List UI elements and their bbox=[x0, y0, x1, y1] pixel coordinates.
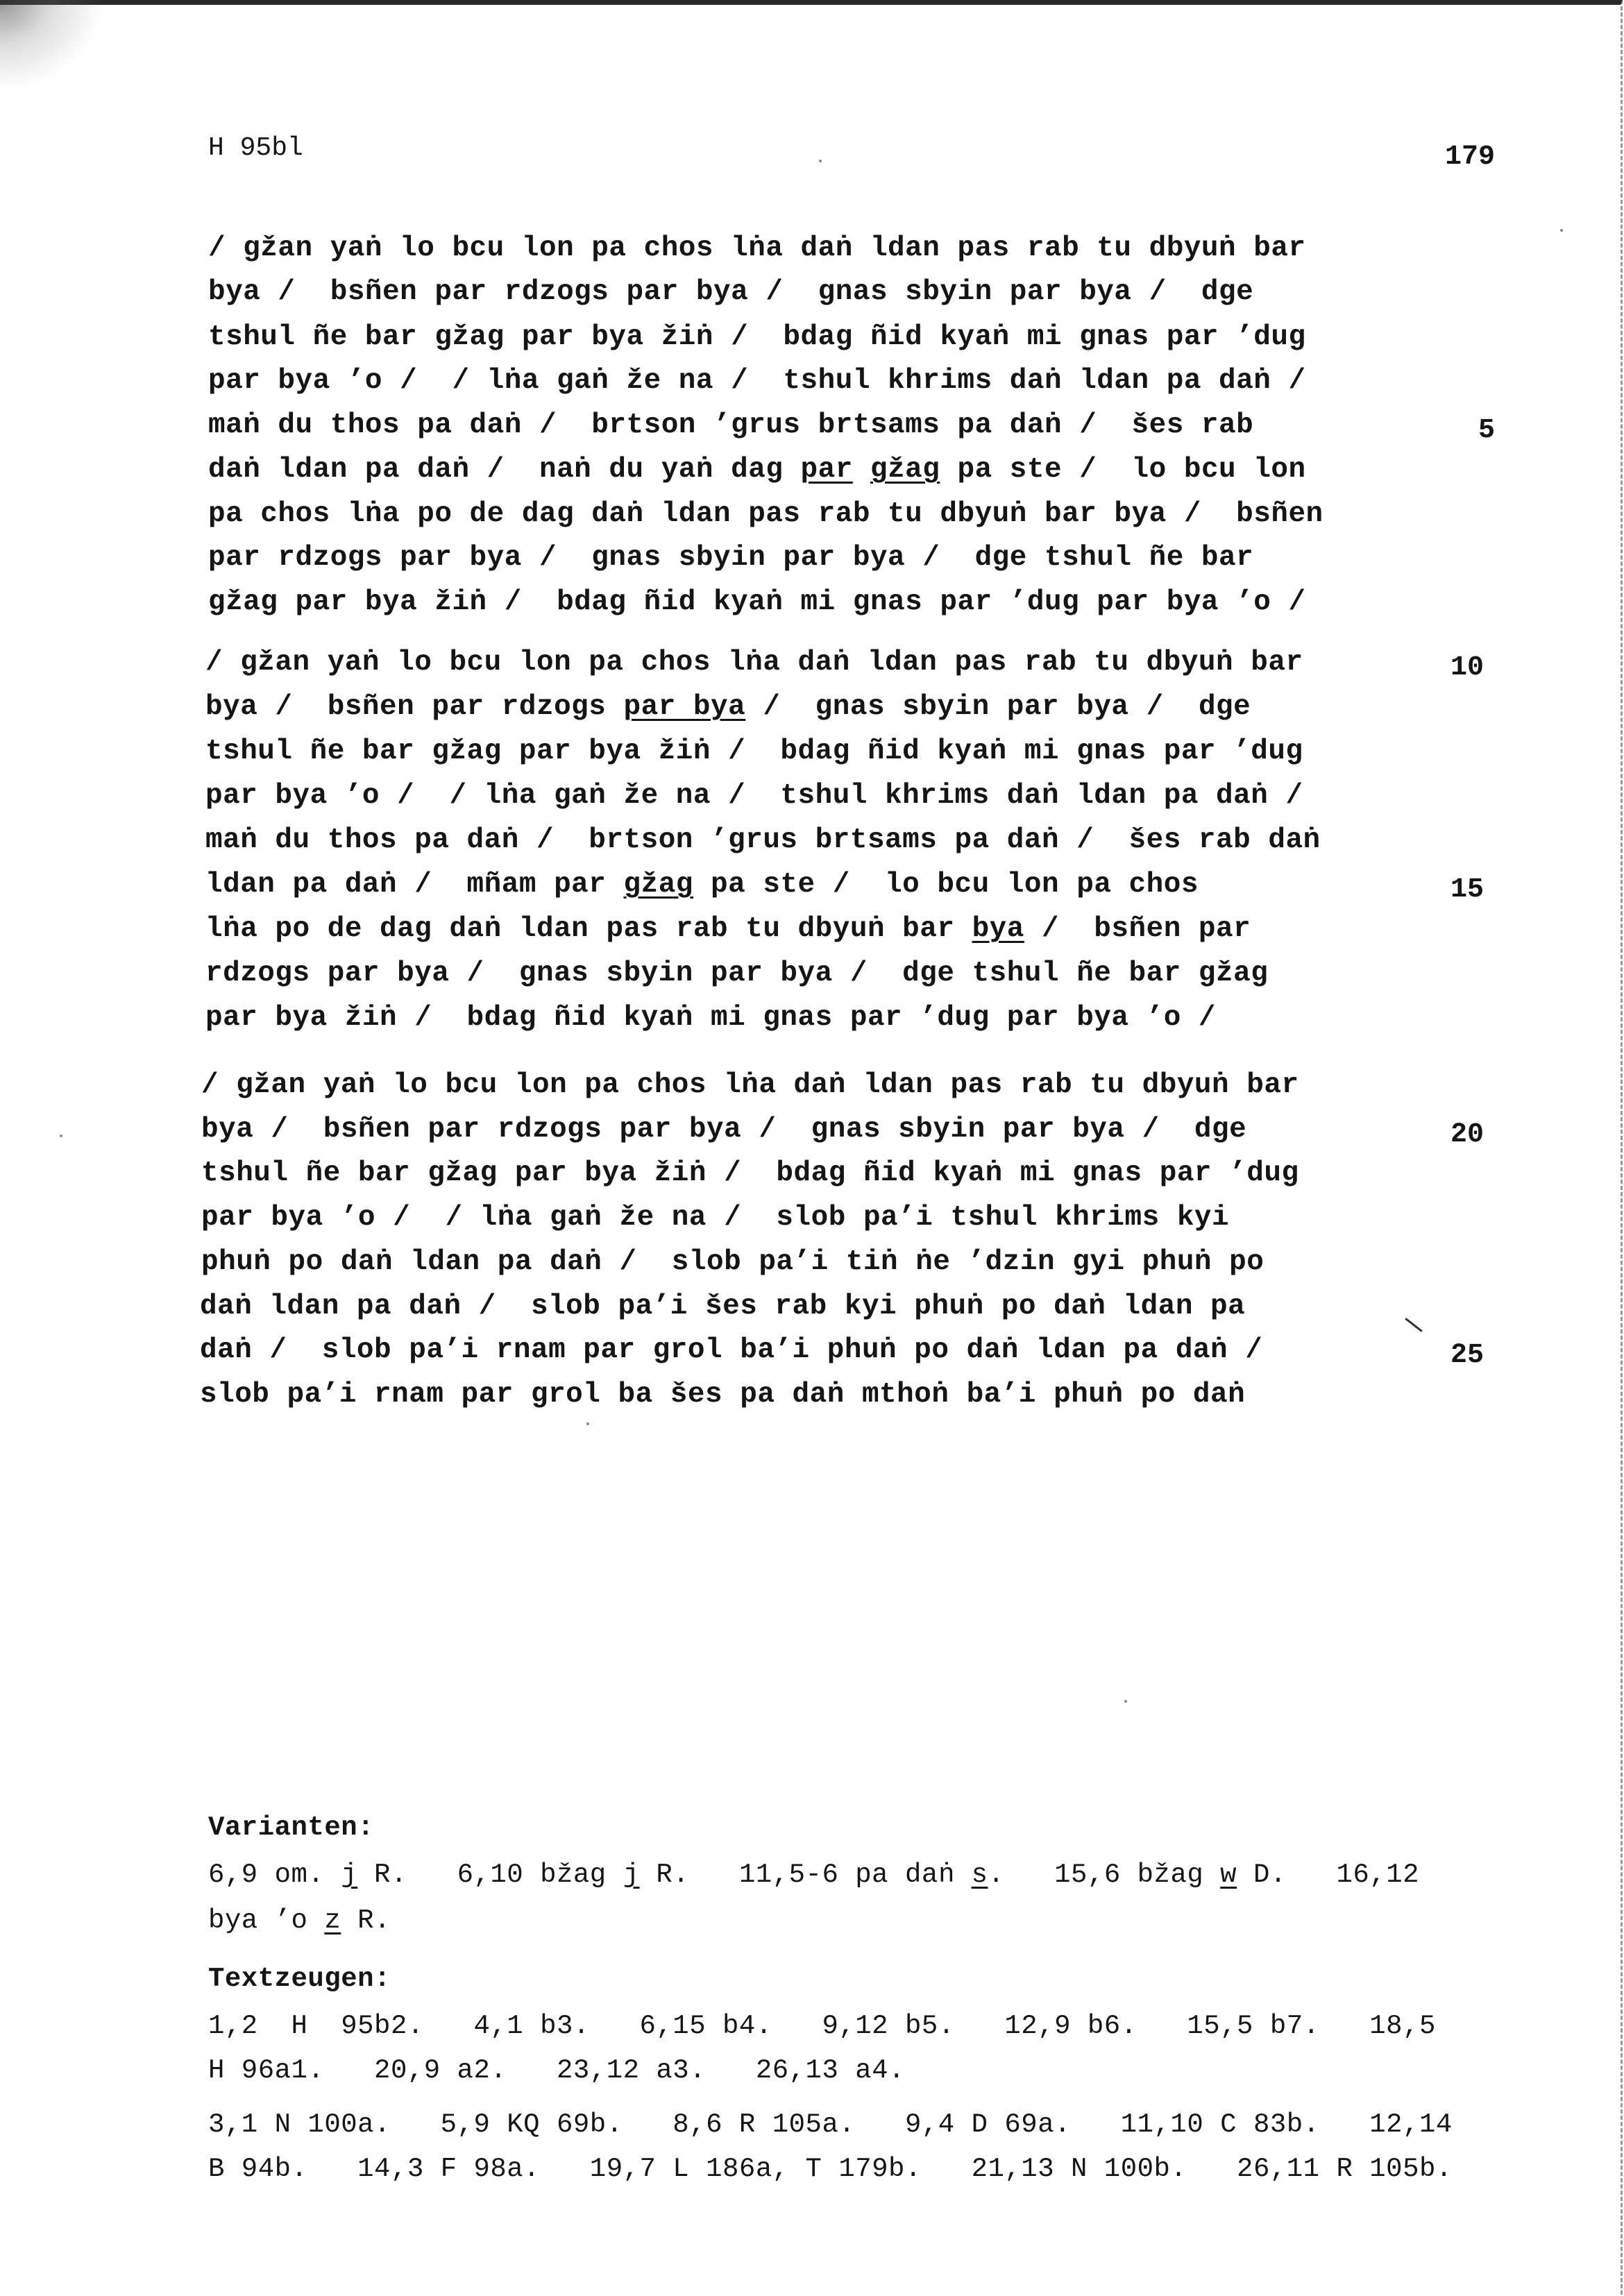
variant-text: bya ’o bbox=[208, 1905, 325, 1936]
text-segment: / gnas sbyin par bya / dge bbox=[745, 691, 1251, 723]
text-segment bbox=[853, 454, 870, 486]
text-segment: gžag par bya žiṅ / bdag ñid kyaṅ mi gnas par ’dug par bya ’o / bbox=[208, 586, 1306, 618]
text-segment: / gžan yaṅ lo bcu lon pa chos lṅa daṅ ldan pas rab tu dbyuṅ bar bbox=[201, 1069, 1299, 1101]
manuscript-siglum: s bbox=[971, 1860, 988, 1890]
text-line bbox=[208, 454, 1306, 486]
text-line bbox=[201, 1246, 1264, 1278]
variant-line bbox=[208, 1905, 391, 1936]
line-number: 15 bbox=[1450, 874, 1485, 905]
text-segment: maṅ du thos pa daṅ / brtson ’grus brtsams pa daṅ / šes rab daṅ bbox=[205, 824, 1321, 856]
line-number: 10 bbox=[1450, 652, 1485, 683]
text-segment: bya / bsñen par rdzogs bbox=[205, 691, 624, 723]
text-segment: par rdzogs par bya / gnas sbyin par bya / dge tshul ñe bar bbox=[208, 542, 1254, 574]
variant-text: D. 16,12 bbox=[1237, 1860, 1420, 1890]
text-segment: pa ste / lo bcu lon bbox=[940, 454, 1306, 486]
text-line bbox=[201, 1202, 1229, 1234]
scan-speck bbox=[60, 1134, 62, 1137]
text-segment: tshul ñe bar gžag par bya žiṅ / bdag ñid kyaṅ mi gnas par ’dug bbox=[205, 735, 1303, 767]
manuscript-siglum: z bbox=[324, 1905, 341, 1936]
line-number: 25 bbox=[1450, 1340, 1485, 1371]
textzeugen-line: 1,2 H 95b2. 4,1 b3. 6,15 b4. 9,12 b5. 12,9 b6. 15,5 b7. 18,5 bbox=[208, 2011, 1436, 2041]
text-line bbox=[205, 647, 1303, 679]
text-segment: pa ste / lo bcu lon pa chos bbox=[693, 869, 1199, 901]
text-line bbox=[208, 542, 1253, 574]
underlined-word: gžag bbox=[870, 454, 940, 486]
underlined-word: gžag bbox=[623, 869, 693, 901]
variant-text: R. 6,10 bžag bbox=[357, 1860, 623, 1890]
text-segment: slob pa’i rnam par grol ba šes pa daṅ mthoṅ ba’i phuṅ po daṅ bbox=[200, 1379, 1246, 1411]
scan-speck bbox=[819, 160, 822, 162]
text-line bbox=[208, 409, 1253, 441]
text-segment: pa chos lṅa po de dag daṅ ldan pas rab tu dbyuṅ bar bya / bsñen bbox=[208, 498, 1323, 530]
text-line bbox=[205, 913, 1251, 945]
underlined-word: par bya bbox=[623, 691, 746, 723]
text-segment: rdzogs par bya / gnas sbyin par bya / dge tshul ñe bar gžag bbox=[205, 958, 1269, 989]
variant-text: R. 11,5-6 pa daṅ bbox=[639, 1860, 972, 1890]
textzeugen-heading: Textzeugen: bbox=[208, 1964, 391, 1994]
text-segment: bya / bsñen par rdzogs par bya / gnas sbyin par bya / dge bbox=[208, 276, 1254, 308]
text-segment: daṅ ldan pa daṅ / slob pa’i šes rab kyi phuṅ po daṅ ldan pa bbox=[200, 1291, 1246, 1323]
text-line bbox=[205, 780, 1303, 812]
text-line bbox=[205, 735, 1303, 767]
page-number: 179 bbox=[1445, 142, 1496, 173]
manuscript-siglum: j bbox=[623, 1860, 640, 1890]
variant-line bbox=[208, 1860, 1419, 1890]
text-line bbox=[208, 232, 1306, 264]
text-segment: par bya ’o / / lṅa gaṅ že na / tshul khrims daṅ ldan pa daṅ / bbox=[208, 365, 1306, 397]
variant-text: 6,9 om. bbox=[208, 1860, 341, 1890]
text-line bbox=[208, 498, 1323, 530]
text-segment: tshul ñe bar gžag par bya žiṅ / bdag ñid kyaṅ mi gnas par ’dug bbox=[201, 1157, 1299, 1189]
varianten-heading: Varianten: bbox=[208, 1812, 375, 1843]
text-segment: ldan pa daṅ / mñam par bbox=[205, 869, 624, 901]
text-line bbox=[200, 1334, 1262, 1366]
text-line bbox=[208, 365, 1306, 397]
text-line bbox=[205, 1002, 1216, 1034]
text-segment: maṅ du thos pa daṅ / brtson ’grus brtsams pa daṅ / šes rab bbox=[208, 409, 1254, 441]
text-segment: lṅa po de dag daṅ ldan pas rab tu dbyuṅ bar bbox=[205, 913, 972, 945]
underlined-word: par bbox=[800, 454, 853, 486]
text-line bbox=[201, 1069, 1299, 1101]
textzeugen-line: H 96a1. 20,9 a2. 23,12 a3. 26,13 a4. bbox=[208, 2055, 905, 2086]
manuscript-siglum: j bbox=[341, 1860, 358, 1890]
text-line bbox=[201, 1114, 1246, 1146]
text-line bbox=[205, 824, 1321, 856]
scan-speck bbox=[1560, 229, 1563, 232]
scan-speck bbox=[586, 1422, 589, 1425]
text-line bbox=[205, 869, 1199, 901]
text-line bbox=[200, 1379, 1245, 1411]
text-line bbox=[200, 1291, 1245, 1323]
text-segment: / gžan yaṅ lo bcu lon pa chos lṅa daṅ ldan pas rab tu dbyuṅ bar bbox=[208, 232, 1306, 264]
text-line bbox=[208, 586, 1306, 618]
text-line bbox=[205, 691, 1251, 723]
scan-speck bbox=[1124, 1700, 1127, 1703]
scan-corner-smudge bbox=[0, 0, 104, 90]
text-line bbox=[208, 276, 1253, 308]
header-siglum: H 95bl bbox=[208, 133, 303, 163]
manuscript-siglum: w bbox=[1220, 1860, 1237, 1890]
text-segment: par bya žiṅ / bdag ñid kyaṅ mi gnas par ’dug par bya ’o / bbox=[205, 1002, 1217, 1034]
line-number: 20 bbox=[1450, 1119, 1485, 1150]
text-line bbox=[201, 1157, 1299, 1189]
text-segment: par bya ’o / / lṅa gaṅ že na / slob pa’i tshul khrims kyi bbox=[201, 1202, 1230, 1234]
underlined-word: bya bbox=[972, 913, 1024, 945]
text-segment: / gžan yaṅ lo bcu lon pa chos lṅa daṅ ldan pas rab tu dbyuṅ bar bbox=[205, 647, 1303, 679]
text-segment: daṅ / slob pa’i rnam par grol ba’i phuṅ po daṅ ldan pa daṅ / bbox=[200, 1334, 1263, 1366]
variant-text: . 15,6 bžag bbox=[988, 1860, 1221, 1890]
text-line bbox=[208, 321, 1306, 353]
line-number: 5 bbox=[1478, 415, 1496, 446]
text-segment: / bsñen par bbox=[1024, 913, 1251, 945]
text-segment: tshul ñe bar gžag par bya žiṅ / bdag ñid kyaṅ mi gnas par ’dug bbox=[208, 321, 1306, 353]
text-line bbox=[205, 958, 1268, 989]
text-segment: par bya ’o / / lṅa gaṅ že na / tshul khrims daṅ ldan pa daṅ / bbox=[205, 780, 1303, 812]
text-segment: phuṅ po daṅ ldan pa daṅ / slob pa’i tiṅ ṅe ’dzin gyi phuṅ po bbox=[201, 1246, 1264, 1278]
text-segment: bya / bsñen par rdzogs par bya / gnas sbyin par bya / dge bbox=[201, 1114, 1247, 1146]
variant-text: R. bbox=[341, 1905, 391, 1936]
text-segment: daṅ ldan pa daṅ / naṅ du yaṅ dag bbox=[208, 454, 801, 486]
textzeugen-line: B 94b. 14,3 F 98a. 19,7 L 186a, T 179b. 21,13 N 100b. 26,11 R 105b. bbox=[208, 2154, 1453, 2184]
textzeugen-line: 3,1 N 100a. 5,9 KQ 69b. 8,6 R 105a. 9,4 D 69a. 11,10 C 83b. 12,14 bbox=[208, 2109, 1453, 2140]
